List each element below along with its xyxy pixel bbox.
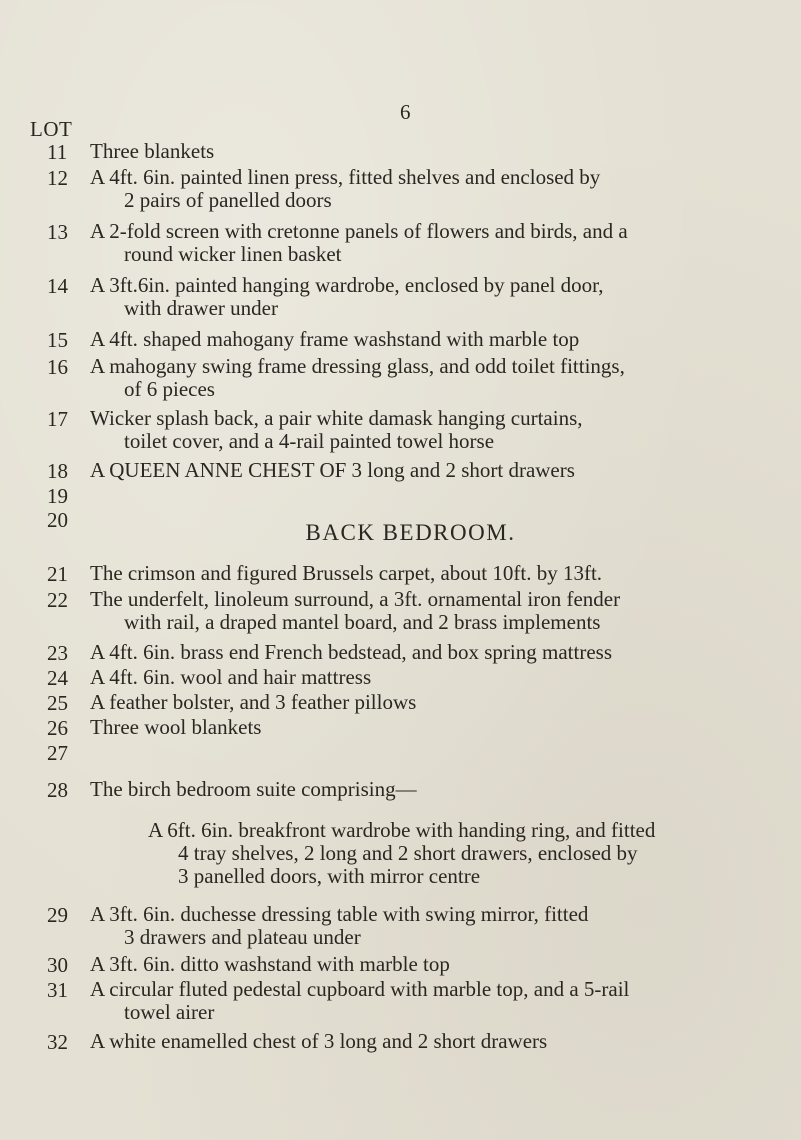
description-line: The underfelt, linoleum surround, a 3ft. ornamental iron fender	[90, 587, 621, 611]
description-line: with drawer under	[124, 296, 278, 320]
lot-number: 12	[47, 166, 68, 190]
lot-number: 11	[47, 140, 68, 164]
lot-description	[90, 166, 790, 212]
lot-description	[90, 978, 790, 1024]
lot-description	[90, 1030, 790, 1053]
description-line: Three wool blankets	[90, 715, 262, 739]
description-line: A 4ft. 6in. wool and hair mattress	[90, 665, 372, 689]
description-line: 4 tray shelves, 2 long and 2 short drawers, enclosed by	[178, 841, 638, 865]
lot-number: 19	[47, 484, 68, 508]
lot-number: 31	[47, 978, 68, 1002]
description-line: The birch bedroom suite comprising—	[90, 777, 417, 801]
description-line: A circular fluted pedestal cupboard with marble top, and a 5-rail	[90, 977, 630, 1001]
lot-description	[90, 641, 790, 664]
description-line: Wicker splash back, a pair white damask hanging curtains,	[90, 406, 583, 430]
description-line: 3 drawers and plateau under	[124, 925, 361, 949]
lot-number: 24	[47, 666, 68, 690]
lot-description	[90, 666, 790, 689]
description-line: A 4ft. 6in. painted linen press, fitted shelves and enclosed by	[90, 165, 601, 189]
lot-description	[90, 220, 790, 266]
description-line: A QUEEN ANNE CHEST OF 3 long and 2 short drawers	[90, 458, 575, 482]
lot-number: 30	[47, 953, 68, 977]
lot-description	[90, 355, 790, 401]
lot-number: 27	[47, 741, 68, 765]
description-line: with rail, a draped mantel board, and 2 brass implements	[124, 610, 601, 634]
lot-number: 15	[47, 328, 68, 352]
description-line: A 3ft. 6in. ditto washstand with marble top	[90, 952, 450, 976]
lot-number: 17	[47, 407, 68, 431]
description-line: A feather bolster, and 3 feather pillows	[90, 690, 417, 714]
description-line: A 4ft. 6in. brass end French bedstead, and box spring mattress	[90, 640, 612, 664]
lot-description	[90, 588, 790, 634]
description-line: A mahogany swing frame dressing glass, and odd toilet fittings,	[90, 354, 625, 378]
lot-column-header: LOT	[30, 117, 73, 141]
lot-number: 25	[47, 691, 68, 715]
description-line: A 4ft. shaped mahogany frame washstand with marble top	[90, 327, 580, 351]
lot-number: 23	[47, 641, 68, 665]
lot-description	[90, 328, 790, 351]
lot-number: 13	[47, 220, 68, 244]
description-line: 2 pairs of panelled doors	[124, 188, 332, 212]
lot-number: 21	[47, 562, 68, 586]
description-line: towel airer	[124, 1000, 215, 1024]
lot-number: 16	[47, 355, 68, 379]
description-line: A white enamelled chest of 3 long and 2 short drawers	[90, 1029, 548, 1053]
lot-number: 22	[47, 588, 68, 612]
lot-description	[90, 140, 790, 163]
description-line: The crimson and figured Brussels carpet, about 10ft. by 13ft.	[90, 561, 603, 585]
lot-description	[90, 716, 790, 739]
description-line: toilet cover, and a 4-rail painted towel horse	[124, 429, 495, 453]
description-line: A 3ft. 6in. duchesse dressing table with swing mirror, fitted	[90, 902, 589, 926]
lot-number: 32	[47, 1030, 68, 1054]
description-line: A 2-fold screen with cretonne panels of flowers and birds, and a	[90, 219, 628, 243]
section-heading: BACK BEDROOM.	[305, 520, 516, 545]
lot-description	[90, 691, 790, 714]
lot-description	[90, 953, 790, 976]
lot-number: 20	[47, 508, 68, 532]
description-line: A 3ft.6in. painted hanging wardrobe, enclosed by panel door,	[90, 273, 604, 297]
description-line: A 6ft. 6in. breakfront wardrobe with handing ring, and fitted	[148, 818, 656, 842]
lot-number: 14	[47, 274, 68, 298]
lot-number: 26	[47, 716, 68, 740]
lot-description	[90, 562, 790, 585]
description-line: 3 panelled doors, with mirror centre	[178, 864, 481, 888]
lot-sub-description	[148, 819, 798, 888]
lot-number: 29	[47, 903, 68, 927]
description-line: round wicker linen basket	[124, 242, 342, 266]
description-line: Three blankets	[90, 139, 215, 163]
lot-description	[90, 459, 790, 482]
lot-description	[90, 778, 790, 801]
lot-number: 28	[47, 778, 68, 802]
lot-number: 18	[47, 459, 68, 483]
lot-description	[90, 903, 790, 949]
page-number: 6	[400, 100, 411, 124]
lot-description	[90, 274, 790, 320]
description-line: of 6 pieces	[124, 377, 215, 401]
lot-description	[90, 407, 790, 453]
